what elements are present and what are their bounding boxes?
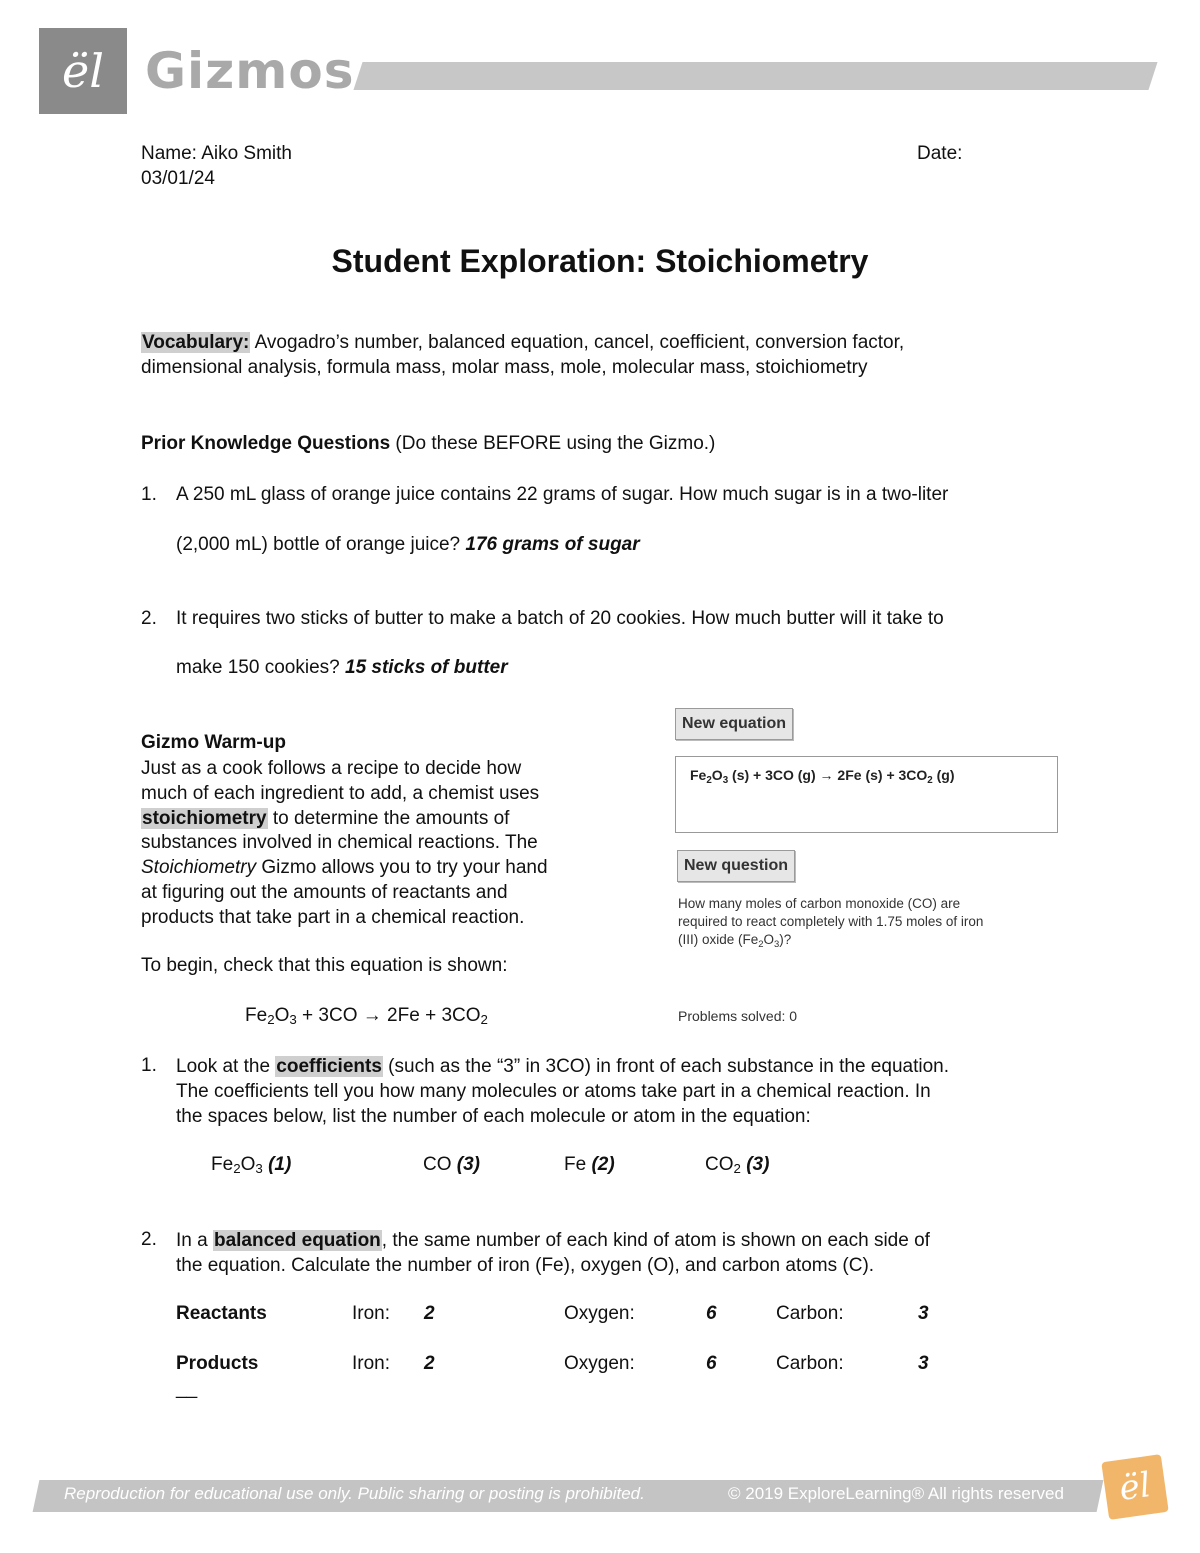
- reactants-carbon-label: Carbon:: [776, 1303, 844, 1324]
- reactants-iron-value: 2: [424, 1303, 435, 1324]
- coefficients-term: coefficients: [276, 1056, 382, 1077]
- q1-number: 1.: [141, 1055, 157, 1076]
- student-name: Name: Aiko Smith: [141, 143, 292, 164]
- reactants-oxygen-value: 6: [706, 1303, 717, 1324]
- gizmo-question: How many moles of carbon monoxide (CO) are required to react completely with 1.75 moles of iron (III) oxide $(Fe_2O_3)$?: [678, 896, 984, 950]
- vocabulary-line-1: Avogadro’s number, balanced equation, cancel, coefficient, conversion factor,: [250, 332, 905, 353]
- stoichiometry-term: stoichiometry: [142, 807, 267, 829]
- vocabulary-label: Vocabulary:: [142, 332, 250, 353]
- reactants-label: Reactants: [176, 1303, 267, 1324]
- q2-number: 2.: [141, 1229, 157, 1250]
- prior-q1-number: 1.: [141, 484, 157, 505]
- products-iron-label: Iron:: [352, 1353, 391, 1374]
- products-carbon-label: Carbon:: [776, 1353, 844, 1374]
- products-oxygen-label: Oxygen:: [564, 1353, 635, 1374]
- q1-co: CO (3): [423, 1154, 481, 1175]
- prior-q2-number: 2.: [141, 608, 157, 629]
- problems-solved: Problems solved: 0: [678, 1008, 798, 1024]
- q1-co2-answer: (3): [746, 1154, 770, 1175]
- vocabulary-line-2: dimensional analysis, formula mass, molar mass, mole, molecular mass, stoichiometry: [141, 357, 868, 378]
- q1-fe: Fe (2): [564, 1154, 615, 1175]
- equation-display-text: $Fe_2O_3$ (s) + 3CO (g) → 2Fe $(s) + 3CO_2$ (g): [690, 767, 955, 786]
- prior-q2-line-2: make 150 cookies? 15 sticks of butter: [176, 657, 508, 678]
- prior-q1-answer: 176 grams of sugar: [465, 534, 640, 555]
- footer-notice: Reproduction for educational use only. Public sharing or posting is prohibited.: [64, 1484, 645, 1503]
- prior-q2-answer: 15 sticks of butter: [345, 657, 508, 678]
- q1-text: Look at the coefficients (such as the “3” in 3CO) in front of each substance in the equation. The coefficients tell you how many molecules or atoms take part in a chemical reaction. In the spaces below, list the number of each molecule or atom in the equation:: [176, 1056, 949, 1127]
- q1-co-answer: (3): [456, 1154, 481, 1175]
- balanced-equation-term: balanced equation: [213, 1230, 381, 1251]
- warmup-equation: $Fe_2O_3 + 3CO \to 2Fe + 3CO_2$: [245, 1005, 488, 1027]
- prior-q2-line-1: It requires two sticks of butter to make a batch of 20 cookies. How much butter will it take to: [176, 608, 944, 629]
- equation-display: [675, 756, 1058, 833]
- warmup-begin: To begin, check that this equation is shown:: [141, 955, 508, 976]
- footer-logo-icon: ël: [1101, 1454, 1168, 1520]
- q1-fe2o3: $Fe_2O_3$ (1): [211, 1154, 292, 1176]
- reactants-carbon-value: 3: [918, 1303, 929, 1324]
- new-question-button[interactable]: New question: [677, 850, 795, 882]
- gizmos-brand: Gizmos: [145, 42, 355, 100]
- vocabulary: [141, 332, 904, 354]
- prior-q1-line-1: A 250 mL glass of orange juice contains 22 grams of sugar. How much sugar is in a two-liter: [176, 484, 949, 505]
- new-equation-button[interactable]: New equation: [675, 708, 793, 740]
- date-label: Date:: [917, 143, 963, 164]
- reactants-iron-label: Iron:: [352, 1303, 391, 1324]
- prior-knowledge-heading: Prior Knowledge Questions (Do these BEFORE using the Gizmo.): [141, 433, 716, 454]
- prior-q1-line-2: (2,000 mL) bottle of orange juice? 176 grams of sugar: [176, 534, 640, 555]
- header-bar: [353, 62, 1157, 90]
- products-iron-value: 2: [424, 1353, 435, 1374]
- warmup-heading: Gizmo Warm-up: [141, 732, 286, 753]
- q1-fe-answer: (2): [591, 1154, 615, 1175]
- products-label: Products: [176, 1353, 259, 1374]
- q2-text: In a balanced equation, the same number of each kind of atom is shown on each side of the equation. Calculate the number of iron (Fe), oxygen (O), and carbon atoms (C).: [176, 1230, 930, 1276]
- page-title: Student Exploration: Stoichiometry: [331, 243, 869, 279]
- products-carbon-value: 3: [918, 1353, 929, 1374]
- q1-fe2o3-answer: (1): [268, 1154, 292, 1175]
- reactants-oxygen-label: Oxygen:: [564, 1303, 635, 1324]
- q1-co2: $CO_2$ (3): [705, 1154, 770, 1176]
- products-oxygen-value: 6: [706, 1353, 717, 1374]
- warmup-paragraph: Just as a cook follows a recipe to decide how much of each ingredient to add, a chemist uses stoichiometry to determine the amounts of substances involved in chemical reactions. The Stoichiometry Gizmo allows you to try your hand at figuring out the amounts of reactants and products that take part in a chemical reaction.: [141, 758, 548, 928]
- date-value: 03/01/24: [141, 168, 215, 189]
- explorelearning-logo: ël: [39, 28, 127, 114]
- trailing-underscore: __: [176, 1378, 198, 1399]
- footer-copyright: © 2019 ExploreLearning® All rights reserved: [728, 1484, 1064, 1503]
